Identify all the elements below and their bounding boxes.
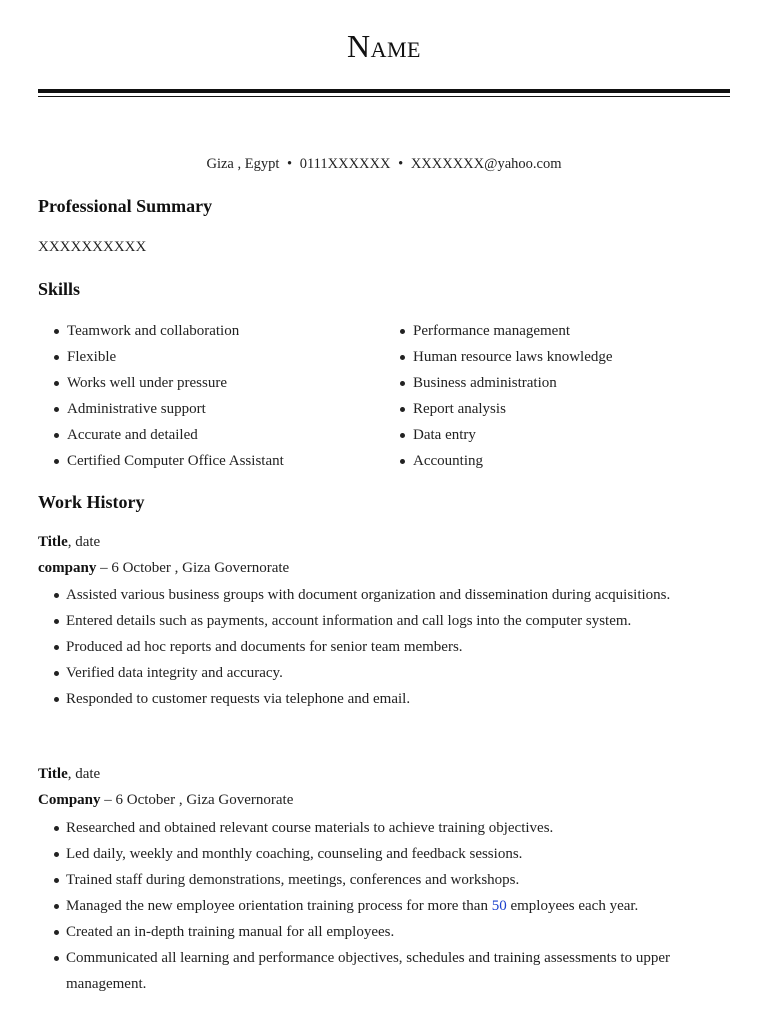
job-title: Title bbox=[38, 534, 68, 550]
skill-item: Accounting bbox=[400, 448, 730, 474]
job-location: – 6 October , Giza Governorate bbox=[96, 560, 290, 576]
summary-text: XXXXXXXXXX bbox=[38, 239, 147, 255]
duty-item: Produced ad hoc reports and documents for senior team members. bbox=[52, 634, 712, 660]
job-duties-list bbox=[52, 582, 712, 712]
job-date: , date bbox=[67, 766, 101, 782]
skill-item: Teamwork and collaboration bbox=[54, 318, 384, 344]
skill-item: Business administration bbox=[400, 370, 730, 396]
section-heading-work-history: Work History bbox=[38, 492, 145, 512]
skill-item: Certified Computer Office Assistant bbox=[54, 448, 384, 474]
job-company: Company bbox=[38, 792, 101, 808]
duty-item: Created an in-depth training manual for all employees. bbox=[52, 919, 712, 945]
contact-email: XXXXXXX@yahoo.com bbox=[410, 156, 562, 172]
duty-item: Led daily, weekly and monthly coaching, counseling and feedback sessions. bbox=[52, 841, 712, 867]
duty-item: Assisted various business groups with document organization and dissemination during acquisitions. bbox=[52, 582, 712, 608]
skill-item: Accurate and detailed bbox=[54, 422, 384, 448]
duty-text: employees each year. bbox=[506, 898, 639, 914]
skill-item: Data entry bbox=[400, 422, 730, 448]
duty-item: Verified data integrity and accuracy. bbox=[52, 660, 712, 686]
job-company: company bbox=[38, 560, 97, 576]
skill-item: Performance management bbox=[400, 318, 730, 344]
skill-item: Administrative support bbox=[54, 396, 384, 422]
skill-item: Human resource laws knowledge bbox=[400, 344, 730, 370]
duty-item: Trained staff during demonstrations, meetings, conferences and workshops. bbox=[52, 867, 712, 893]
job-company-line bbox=[38, 560, 289, 577]
skills-list-left bbox=[54, 318, 384, 474]
duty-item: Entered details such as payments, account information and call logs into the computer system. bbox=[52, 608, 712, 634]
header-rule-thin bbox=[38, 96, 730, 97]
skill-item: Flexible bbox=[54, 344, 384, 370]
header-rule-thick bbox=[38, 89, 730, 93]
contact-separator: • bbox=[398, 156, 404, 172]
duty-item: Communicated all learning and performance objectives, schedules and training assessments to upper management. bbox=[52, 945, 712, 997]
duty-text: Managed the new employee orientation training process for more than bbox=[66, 898, 492, 914]
job-date: , date bbox=[67, 534, 101, 550]
skill-item: Works well under pressure bbox=[54, 370, 384, 396]
job-duties-list bbox=[52, 815, 712, 997]
skill-item: Report analysis bbox=[400, 396, 730, 422]
skills-list-right bbox=[400, 318, 730, 474]
contact-separator: • bbox=[287, 156, 293, 172]
candidate-name: Name bbox=[347, 28, 421, 64]
contact-location: Giza , Egypt bbox=[206, 156, 280, 172]
job-company-line bbox=[38, 792, 293, 809]
section-heading-summary: Professional Summary bbox=[38, 196, 213, 216]
job-location: – 6 October , Giza Governorate bbox=[100, 792, 294, 808]
contact-line bbox=[0, 156, 768, 173]
employee-count: 50 bbox=[491, 898, 507, 914]
job-title: Title bbox=[38, 766, 68, 782]
section-heading-skills: Skills bbox=[38, 279, 81, 299]
job-title-line bbox=[38, 766, 100, 783]
duty-item: Researched and obtained relevant course materials to achieve training objectives. bbox=[52, 815, 712, 841]
duty-item: Responded to customer requests via telephone and email. bbox=[52, 686, 712, 712]
duty-item bbox=[52, 893, 712, 919]
contact-phone: 0111XXXXXX bbox=[299, 156, 391, 172]
job-title-line bbox=[38, 534, 100, 551]
